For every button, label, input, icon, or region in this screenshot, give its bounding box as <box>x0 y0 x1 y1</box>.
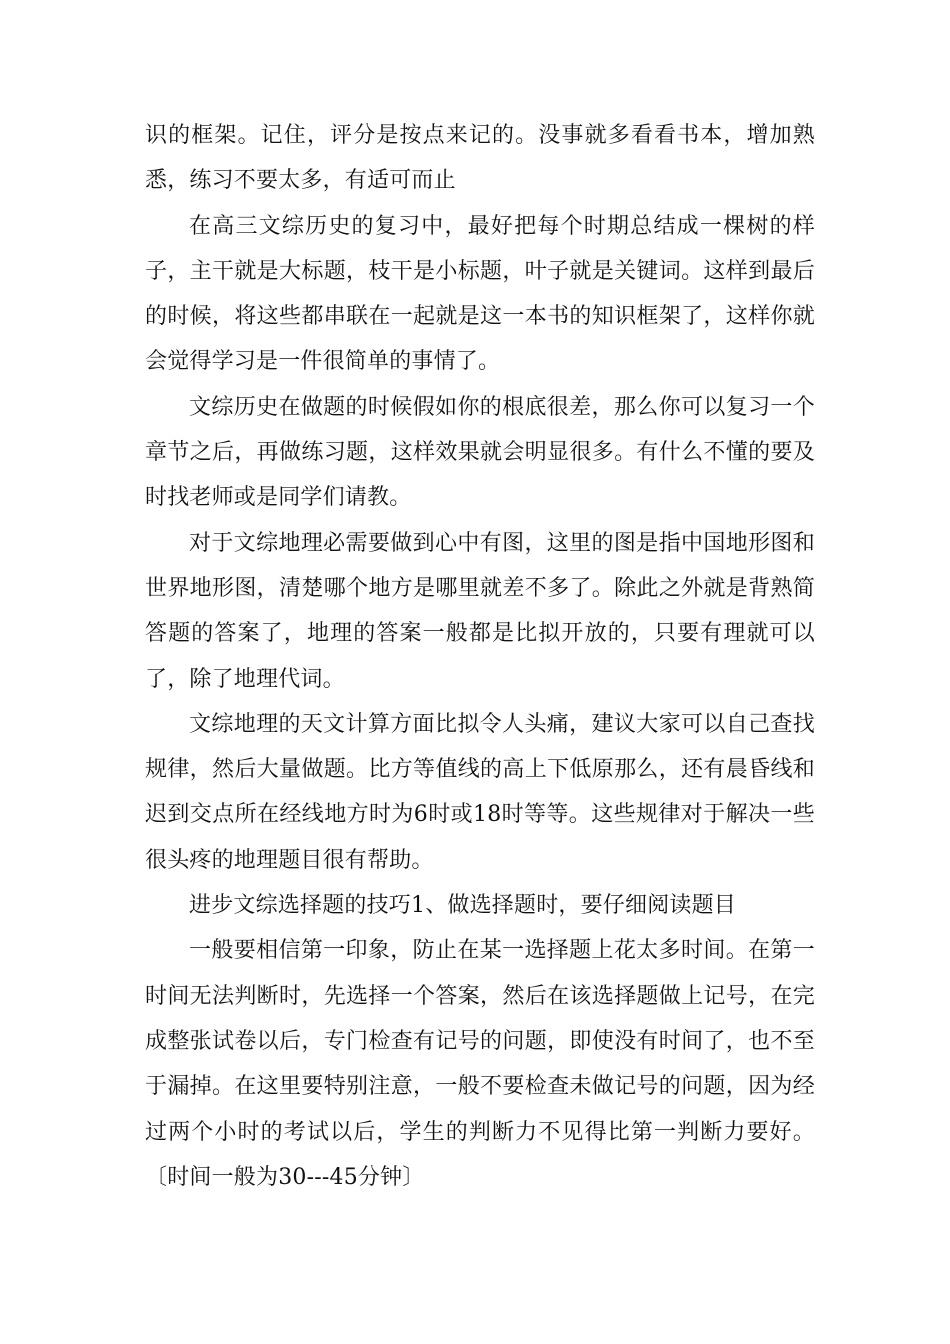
paragraph-choice-tips-heading: 进步文综选择题的技巧1、做选择题时，要仔细阅读题目 <box>189 893 736 919</box>
paragraph-first-impression: 一般要相信第一印象，防止在某一选择题上花太多时间。在第一时间无法判断时，先选择一个答案，然后在该选择题做上记号，在完成整张试卷以后，专门检查有记号的问题，即使没有时间了，也不至于漏掉。在这里要特别注意，一般不要检查未做记号的问题，因为经过两个小时的考试以后，学生的判断力不见得比第一判断力要好。〔时间一般为30---45分钟〕 <box>145 938 815 1190</box>
paragraph-geography-maps: 对于文综地理必需要做到心中有图，这里的图是指中国地形图和世界地形图，清楚哪个地方是哪里就差不多了。除此之外就是背熟简答题的答案了，地理的答案一般都是比拟开放的，只要有理就可以了，除了地理代词。 <box>145 530 815 692</box>
paragraph-geography-astronomy: 文综地理的天文计算方面比拟令人头痛，建议大家可以自己查找规律，然后大量做题。比方等值线的高上下低原那么，还有晨昏线和迟到交点所在经线地方时为6时或18时等等。这些规律对于解决一些很头疼的地理题目很有帮助。 <box>145 711 815 873</box>
document-body <box>145 113 815 1200</box>
paragraph-history-tree: 在高三文综历史的复习中，最好把每个时期总结成一棵树的样子，主干就是大标题，枝干是小标题，叶子就是关键词。这样到最后的时候，将这些都串联在一起就是这一本书的知识框架了，这样你就会觉得学习是一件很简单的事情了。 <box>145 213 815 375</box>
paragraph-continuation: 识的框架。记住，评分是按点来记的。没事就多看看书本，增加熟悉，练习不要太多，有适可而止 <box>145 123 815 194</box>
paragraph-history-exercises: 文综历史在做题的时候假如你的根底很差，那么你可以复习一个章节之后，再做练习题，这样效果就会明显很多。有什么不懂的要及时找老师或是同学们请教。 <box>145 394 815 511</box>
